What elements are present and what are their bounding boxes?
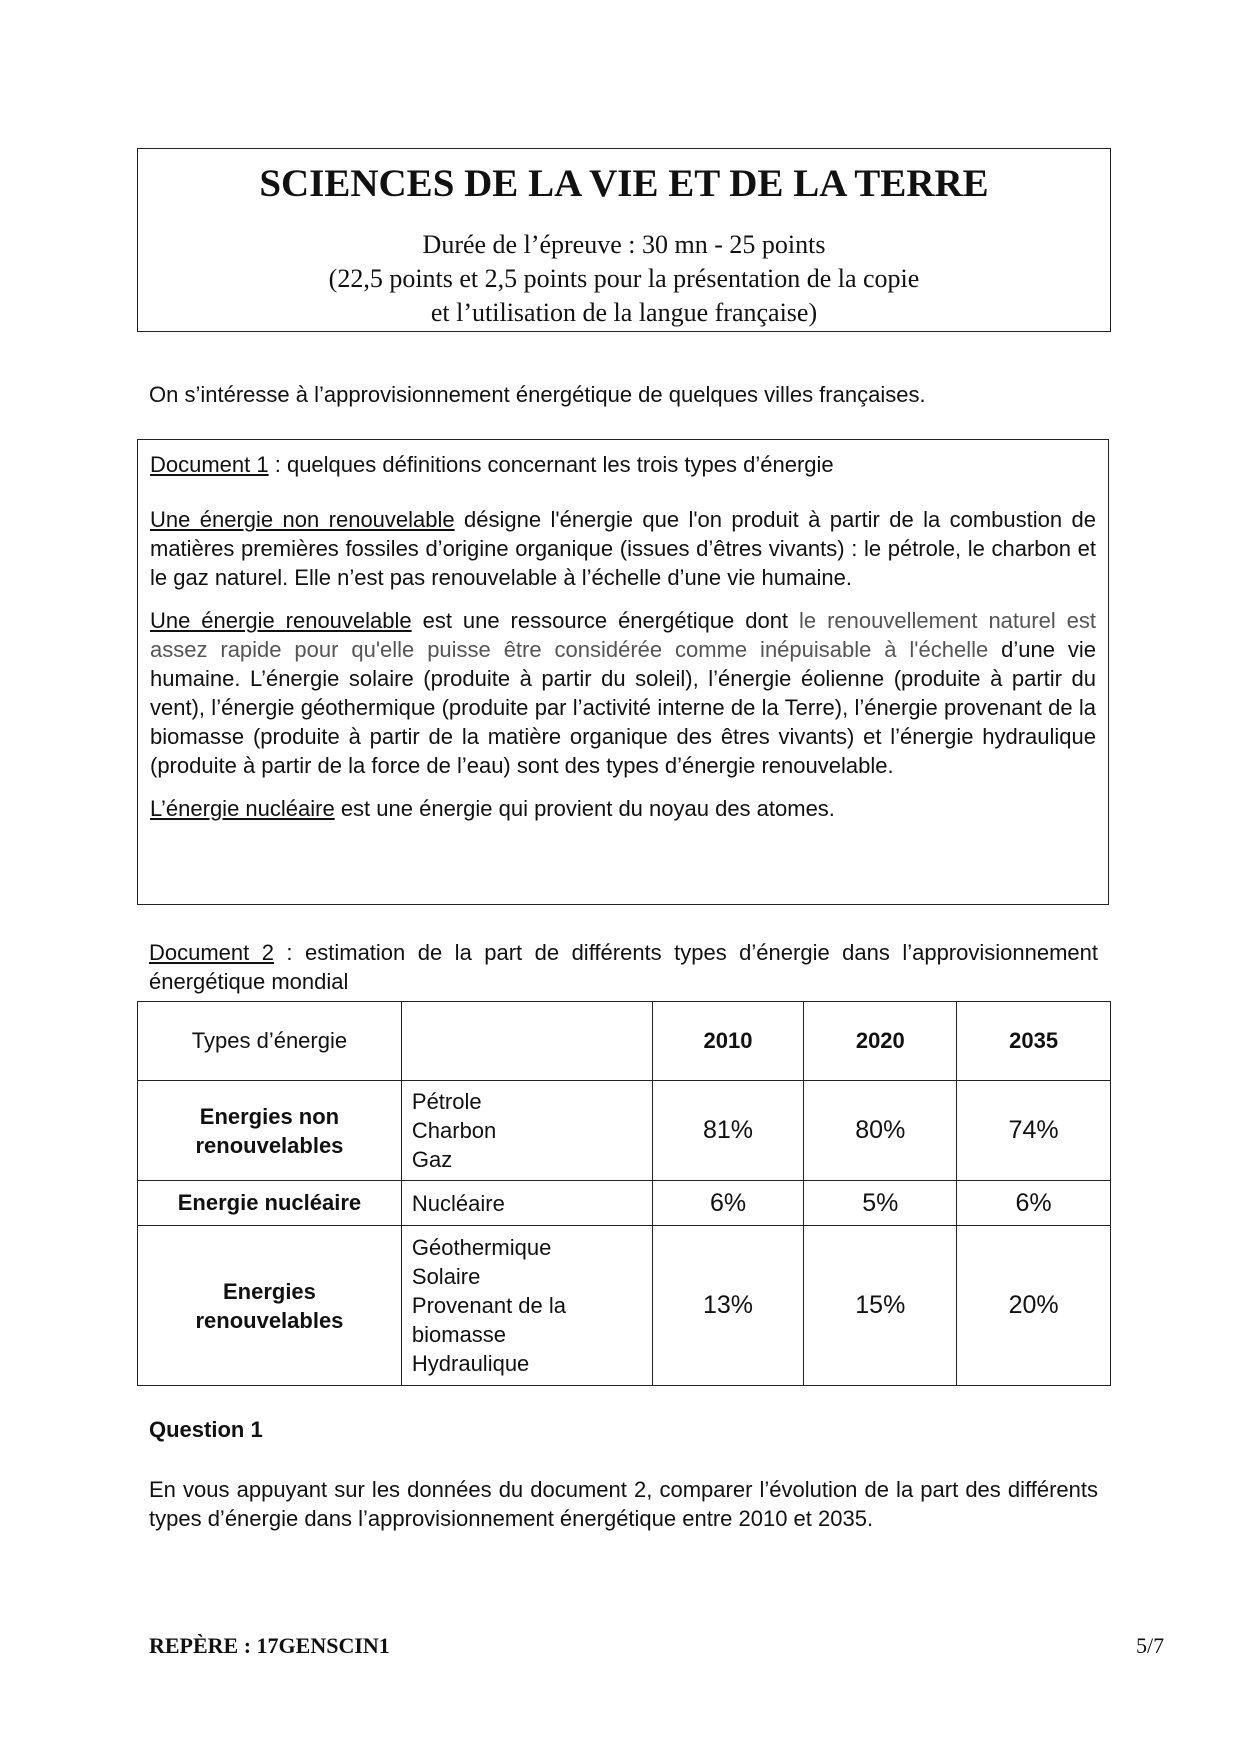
value-cell: 5% xyxy=(804,1181,957,1226)
table-row xyxy=(138,1181,1111,1226)
exam-duration: Durée de l’épreuve : 30 mn - 25 points xyxy=(422,230,826,259)
source: Charbon xyxy=(411,1118,497,1143)
category-cell: Energies non renouvelables xyxy=(138,1081,402,1181)
definition-non-renewable xyxy=(150,505,1096,592)
value-cell: 6% xyxy=(652,1181,804,1226)
definition-text: est une énergie qui provient du noyau des atomes. xyxy=(334,796,835,821)
term: Une énergie renouvelable xyxy=(150,608,412,633)
question-1-text: En vous appuyant sur les données du document 2, comparer l’évolution de la part des différents types d’énergie dans l’approvisionnement énergétique entre 2010 et 2035. xyxy=(149,1477,1098,1531)
sources-cell xyxy=(401,1081,652,1181)
header-cell xyxy=(401,1002,652,1081)
value-cell: 6% xyxy=(957,1181,1111,1226)
document-1-title: : quelques définitions concernant les trois types d’énergie xyxy=(268,452,834,477)
definition-text-gray: le renouvellement naturel est assez rapide pour qu'elle puisse être considérée comme inépuisable à l'échelle xyxy=(150,608,1096,662)
definition-text: d’une vie humaine. L’énergie solaire (produite à partir du soleil), l’énergie éolienne (produite à partir du vent), l’énergie géothermique (produite par l’activité interne de la Terre), l’énergie provenant de la biomasse (produite à partir de la matière organique des êtres vivants) et l’énergie hydraulique (produite à partir de la force de l’eau) sont des types d’énergie renouvelable. xyxy=(150,637,1096,778)
definition-text: désigne l'énergie que l'on produit à partir de la combustion de matières premières fossiles d’origine organique (issues d’êtres vivants) : le pétrole, le charbon et le gaz naturel. Elle n’est pas renouvelable à l’échelle d’une vie humaine. xyxy=(150,507,1096,590)
value-cell: 13% xyxy=(652,1226,804,1386)
points-line-1: (22,5 points et 2,5 points pour la présentation de la copie xyxy=(328,264,920,293)
document-1-heading xyxy=(150,450,1096,479)
source: Géothermique xyxy=(411,1235,552,1260)
header-cell: 2020 xyxy=(804,1002,957,1081)
value-cell: 80% xyxy=(804,1081,957,1181)
term: Une énergie non renouvelable xyxy=(150,507,455,532)
definition-text: est une ressource énergétique dont xyxy=(411,608,799,633)
source: Gaz xyxy=(411,1147,453,1172)
definition-renewable xyxy=(150,606,1096,780)
table-row xyxy=(138,1226,1111,1386)
document-1-label: Document 1 xyxy=(150,452,269,477)
source: Provenant de la xyxy=(411,1293,566,1318)
sources-cell xyxy=(401,1226,652,1386)
source: Hydraulique xyxy=(411,1351,530,1376)
source: Pétrole xyxy=(411,1089,482,1114)
value-cell: 81% xyxy=(652,1081,804,1181)
table-header-row xyxy=(138,1002,1111,1081)
value-cell: 20% xyxy=(957,1226,1111,1386)
category-cell: Energie nucléaire xyxy=(138,1181,402,1226)
table-row xyxy=(138,1081,1111,1181)
source: Nucléaire xyxy=(411,1190,505,1216)
header-box xyxy=(137,148,1111,332)
category-cell: Energies renouvelables xyxy=(138,1226,402,1386)
definition-nuclear xyxy=(150,794,1096,823)
document-1-box xyxy=(137,439,1109,905)
document-2-title: : estimation de la part de différents types d’énergie dans l’approvisionnement énergétique mondial xyxy=(149,940,1098,994)
intro-text: On s’intéresse à l’approvisionnement énergétique de quelques villes françaises. xyxy=(149,382,926,407)
source: Solaire xyxy=(411,1264,481,1289)
page-number: 5/7 xyxy=(1136,1633,1165,1658)
energy-share-table xyxy=(137,1001,1111,1386)
sources-cell xyxy=(401,1181,652,1226)
source: biomasse xyxy=(411,1322,507,1347)
footer-reference: REPÈRE : 17GENSCIN1 xyxy=(149,1633,390,1658)
page-title: SCIENCES DE LA VIE ET DE LA TERRE xyxy=(259,162,989,205)
points-line-2: et l’utilisation de la langue française) xyxy=(430,298,818,327)
value-cell: 15% xyxy=(804,1226,957,1386)
document-2-heading xyxy=(149,938,1098,996)
header-cell: Types d’énergie xyxy=(138,1002,402,1081)
value-cell: 74% xyxy=(957,1081,1111,1181)
term: L’énergie nucléaire xyxy=(150,796,335,821)
document-2-label: Document 2 xyxy=(149,940,274,965)
question-1-title: Question 1 xyxy=(149,1417,263,1442)
header-cell: 2010 xyxy=(652,1002,804,1081)
header-cell: 2035 xyxy=(957,1002,1111,1081)
